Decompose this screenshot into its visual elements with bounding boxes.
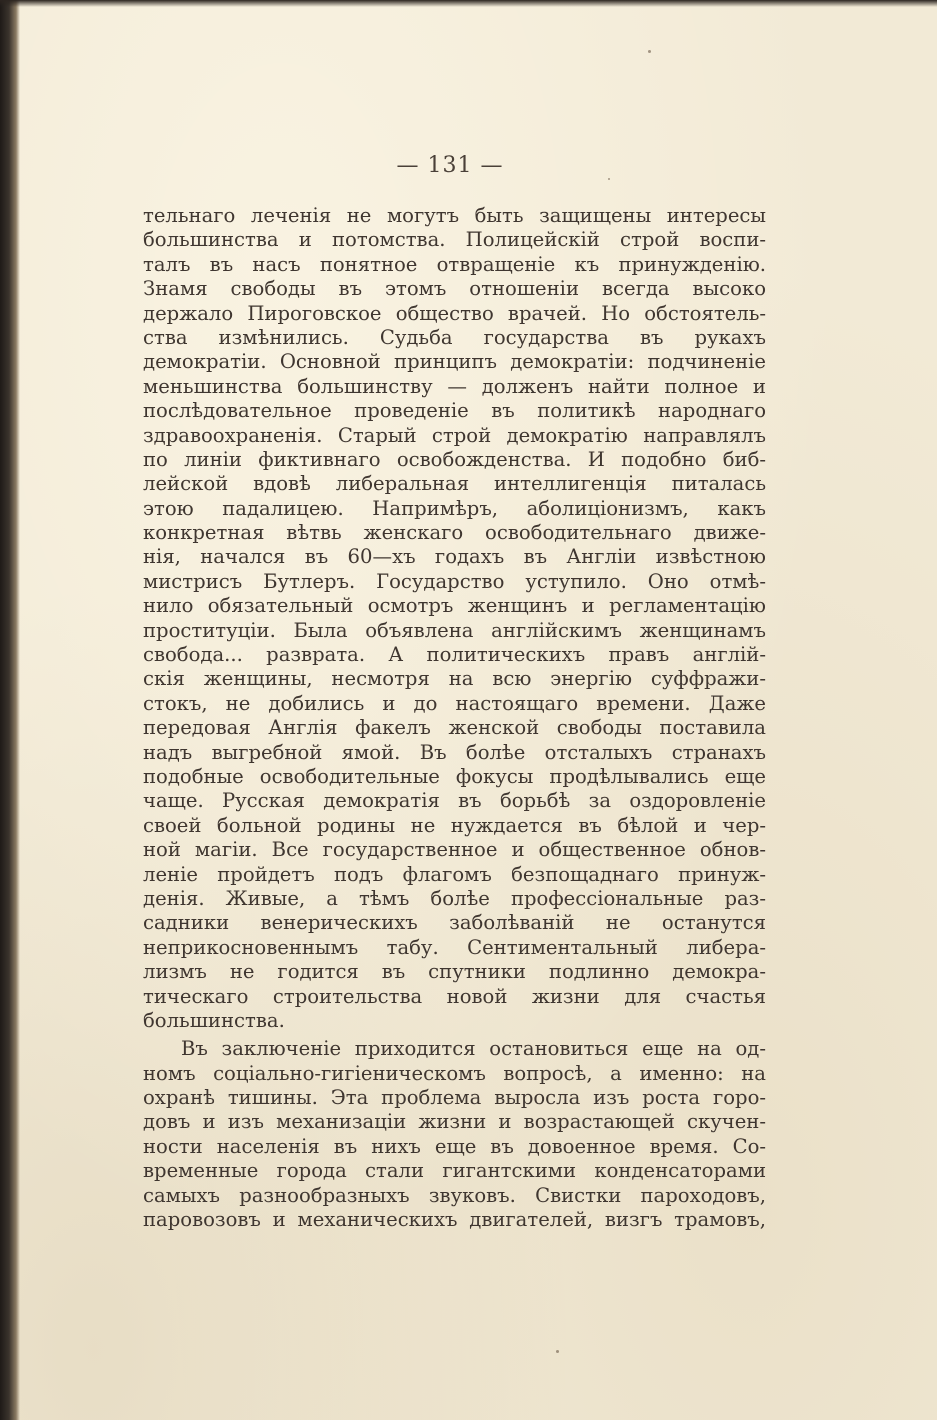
text-line: здравоохраненія. Старый строй демократію направлялъ (143, 423, 766, 447)
paper-speck (556, 1350, 559, 1353)
text-line: надъ выгребной ямой. Въ болѣе отсталыхъ странахъ (143, 740, 766, 764)
text-line: большинства. (143, 1008, 285, 1032)
text-line: своей больной родины не нуждается въ бѣлой и чер- (143, 813, 766, 837)
paragraph-2 (143, 1037, 766, 1232)
text-line: Знамя свободы въ этомъ отношеніи всегда высоко (143, 277, 766, 301)
text-line: лизмъ не годится въ спутники подлинно демокра- (143, 960, 766, 984)
text-line: тельнаго леченія не могутъ быть защищены интересы (143, 204, 766, 227)
text-line: стокъ, не добились и до настоящаго времени. Даже (143, 691, 766, 715)
paper-speck (648, 50, 651, 53)
text-line: ства измѣнились. Судьба государства въ рукахъ (143, 325, 766, 349)
page-number: — 131 — (396, 153, 504, 178)
text-line: номъ соціально-гигіеническомъ вопросѣ, а именно: на (143, 1061, 766, 1085)
text-line: конкретная вѣтвь женскаго освободительнаго движе- (143, 521, 766, 545)
text-line: тическаго строительства новой жизни для счастья (143, 984, 766, 1008)
text-line: свобода... разврата. А политическихъ правъ англій- (143, 643, 766, 667)
text-line: Въ заключеніе приходится остановиться еще на од- (181, 1037, 766, 1061)
text-line: держало Пироговское общество врачей. Но обстоятель- (143, 301, 766, 325)
page-top-edge (0, 0, 937, 7)
text-line: временные города стали гигантскими конденсаторами (143, 1159, 766, 1183)
text-line: охранѣ тишины. Эта проблема выросла изъ роста горо- (143, 1086, 766, 1110)
text-line: передовая Англія факелъ женской свободы поставила (143, 716, 766, 740)
text-line: самыхъ разнообразныхъ звуковъ. Свистки пароходовъ, (143, 1183, 766, 1207)
text-line: меньшинства большинству — долженъ найти полное и (143, 374, 766, 398)
paper-speck (608, 178, 610, 180)
text-line: ности населенія въ нихъ еще въ довоенное время. Со- (143, 1134, 766, 1158)
text-line: демократіи. Основной принципъ демократіи: подчиненіе (143, 350, 766, 374)
text-line: леніе пройдетъ подъ флагомъ безпощаднаго принуж- (143, 862, 766, 886)
text-line: мистрисъ Бутлеръ. Государство уступило. Оно отмѣ- (143, 569, 766, 593)
text-line: талъ въ насъ понятное отвращеніе къ принужденію. (143, 252, 766, 276)
text-line: по линіи фиктивнаго освобожденства. И подобно биб- (143, 447, 766, 471)
text-line: довъ и изъ механизаціи жизни и возрастающей скучен- (143, 1110, 766, 1134)
text-line: садники венерическихъ заболѣваній не останутся (143, 911, 766, 935)
text-line: лейской вдовѣ либеральная интеллигенція питалась (143, 472, 766, 496)
text-line: этою падалицею. Напримѣръ, аболиціонизмъ, какъ (143, 496, 766, 520)
paragraph-1 (143, 204, 766, 1033)
text-line: проституціи. Была объявлена англійскимъ женщинамъ (143, 618, 766, 642)
text-line: ной магіи. Все государственное и общественное обнов- (143, 838, 766, 862)
text-line: большинства и потомства. Полицейскій строй воспи- (143, 228, 766, 252)
page-binding-shadow (0, 0, 20, 1420)
text-line: нило обязательный осмотръ женщинъ и регламентацію (143, 594, 766, 618)
text-line: скія женщины, несмотря на всю энергію суффражи- (143, 667, 766, 691)
text-line: паровозовъ и механическихъ двигателей, визгъ трамовъ, (143, 1208, 766, 1232)
text-line: неприкосновеннымъ табу. Сентиментальный либера- (143, 935, 766, 959)
body-text (143, 204, 766, 1232)
text-line: послѣдовательное проведеніе въ политикѣ народнаго (143, 399, 766, 423)
text-line: чаще. Русская демократія въ борьбѣ за оздоровленіе (143, 789, 766, 813)
text-line: нія, начался въ 60—хъ годахъ въ Англіи извѣстною (143, 545, 766, 569)
text-line: подобные освободительные фокусы продѣлывались еще (143, 764, 766, 788)
text-line: денія. Живые, а тѣмъ болѣе профессіональные раз- (143, 886, 766, 910)
